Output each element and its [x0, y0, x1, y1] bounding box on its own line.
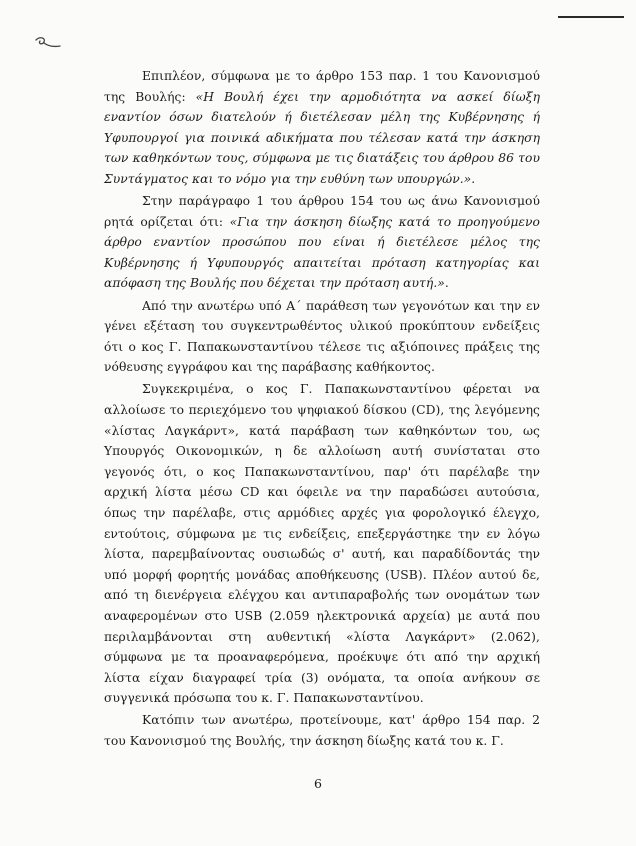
- handwritten-mark: [30, 30, 66, 54]
- page-number: 6: [314, 776, 322, 791]
- paragraph-lead: Επιπλέον, σύμφωνα με το άρθρο 153 παρ. 1 του Κανονισμού της Βουλής:: [104, 69, 540, 104]
- paragraph-details: Συγκεκριμένα, ο κος Γ. Παπακωνσταντίνου φέρεται να αλλοίωσε το περιεχόμενο του ψηφιακού δίσκου (CD), της λεγόμενης «λίστας Λαγκάρντ», κατά παράβαση των καθηκόντων του, ως Υπουργός Οικονομικών, η δε αλλοίωση αυτή συνίσταται στο γεγονός ότι, ο κος Παπακωνσταντίνου, παρ' ότι παρέλαβε την αρχική λίστα μέσω CD και όφειλε να την παραδώσει αυτούσια, όπως την παρέλαβε, στις αρμόδιες αρχές για φορολογικό έλεγχο, εντούτοις, σύμφωνα με τις ενδείξεις, επεξεργάστηκε την εν λόγω λίστα, παρεμβαίνοντας ουσιωδώς σ' αυτή, και παραδίδοντάς την υπό μορφή φορητής μονάδας αποθήκευσης (USB). Πλέον αυτού δε, από τη διενέργεια ελέγχου και αντιπαραβολής των ονομάτων των αναφερομένων στο USB (2.059 ηλεκτρονικά αρχεία) με αυτά που περιλαμβάνονται στη αυθεντική «λίστα Λαγκάρντ» (2.062), σύμφωνα με τα προαναφερόμενα, προέκυψε ότι από την αρχική λίστα είχαν διαγραφεί τρία (3) ονόματα, τα οποία ανήκουν σε συγγενικά πρόσωπα του κ. Γ. Παπακωνσταντίνου.: [104, 382, 540, 706]
- paragraph-proposal: Κατόπιν των ανωτέρω, προτείνουμε, κατ' άρθρο 154 παρ. 2 του Κανονισμού της Βουλής, την άσκηση δίωξης κατά του κ. Γ.: [104, 713, 540, 748]
- paragraph-article-153: [104, 66, 540, 190]
- quoted-provision: «Για την άσκηση δίωξης κατά το προηγούμενο άρθρο εναντίον προσώπου που είναι ή διετέλεσε μέλος της Κυβέρνησης ή Υφυπουργός απαιτείται πρόταση κατηγορίας και απόφαση της Βουλής που δέχεται την πρόταση αυτή.»: [104, 214, 540, 291]
- paragraph-article-154: [104, 191, 540, 294]
- paragraph-lead: Στην παράγραφο 1 του άρθρου 154 του ως άνω Κανονισμού ρητά ορίζεται ότι:: [104, 194, 540, 229]
- paragraph-findings: Από την ανωτέρω υπό Α΄ παράθεση των γεγονότων και την εν γένει εξέταση του συγκεντρωθέντος υλικού προκύπτουν ενδείξεις ότι ο κος Γ. Παπακωνσταντίνου τέλεσε τις αξιόποινες πράξεις της νόθευσης εγγράφου και της παράβασης καθήκοντος.: [104, 298, 540, 375]
- paragraph-tail: .: [444, 276, 449, 291]
- paragraph-tail: .: [471, 171, 476, 186]
- top-margin-rule: [558, 16, 624, 18]
- body-text: [104, 66, 540, 752]
- quoted-provision: «Η Βουλή έχει την αρμοδιότητα να ασκεί δίωξη εναντίον όσων διατελούν ή διετέλεσαν μέλη της Κυβέρνησης ή Υφυπουργοί για ποινικά αδικήματα που τέλεσαν κατά την άσκηση των καθηκόντων τους, σύμφωνα με τις διατάξεις του άρθρου 86 του Συντάγματος και το νόμο για την ευθύνη των υπουργών.»: [104, 89, 540, 186]
